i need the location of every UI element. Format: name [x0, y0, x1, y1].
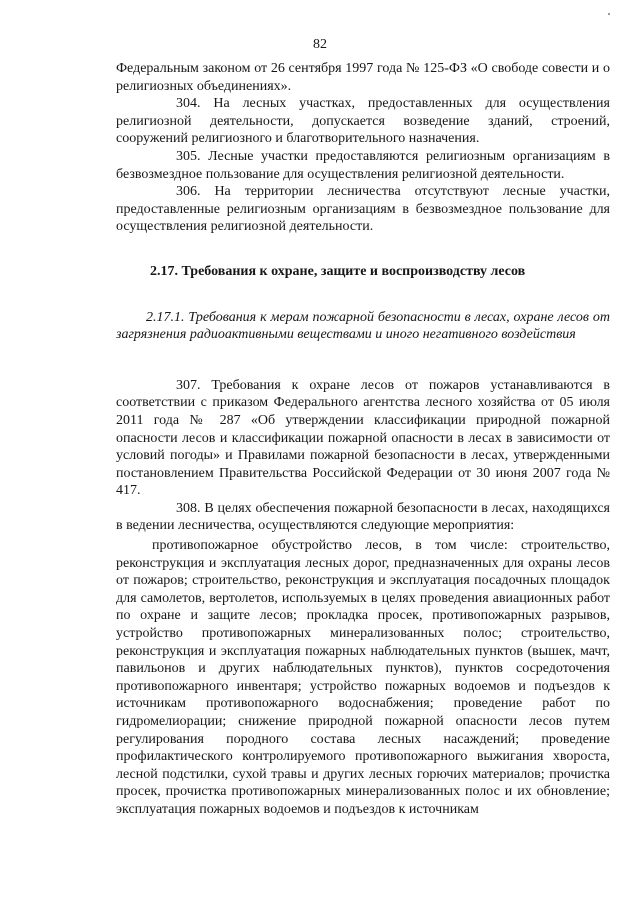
paragraph-number: 307.: [176, 377, 201, 393]
paragraph-text: В целях обеспечения пожарной безопасности в лесах, находящихся в ведении лесничества, осуществляются следующие мероприятия:: [116, 500, 610, 534]
paragraph-number: 305.: [176, 148, 201, 164]
paragraph-305: [116, 148, 610, 183]
paragraph-number: 304.: [176, 96, 201, 112]
paragraph-303-continuation: [116, 60, 610, 95]
scan-mark: [608, 13, 610, 15]
paragraph-308: [116, 500, 610, 535]
subsection-title: 2.17.1. Требования к мерам пожарной безопасности в лесах, охране лесов от загрязнения радиоактивными веществами и иного негативного воздействия: [116, 309, 610, 343]
paragraph-304: [116, 95, 610, 148]
paragraph-text: На лесных участках, предоставленных для осуществления религиозной деятельности, допускается возведение зданий, строений, сооружений религиозного и благотворительного назначения.: [116, 96, 610, 147]
paragraph-text: На территории лесничества отсутствуют лесные участки, предоставленные религиозным организациям в безвозмездное пользование для осуществления религиозной деятельности.: [116, 184, 610, 235]
paragraph-306: [116, 183, 610, 236]
paragraph-text: Лесные участки предоставляются религиозным организациям в безвозмездное пользование для осуществления религиозной деятельности.: [116, 148, 610, 182]
measures-paragraph: противопожарное обустройство лесов, в том числе: строительство, реконструкция и эксплуатация лесных дорог, предназначенных для охраны лесов от пожаров; строительство, реконструкция и эксплуатация посадочных площадок для самолетов, вертолетов, используемых в целях проведения авиационных работ по охране и защите лесов; прокладка просек, противопожарных разрывов, устройство противопожарных минерализованных полос; строительство, реконструкция и эксплуатация пожарных наблюдательных пунктов (вышек, мачт, павильонов и других наблюдательных пунктов), пунктов сосредоточения противопожарного инвентаря; устройство пожарных водоемов и подъездов к источникам противопожарного водоснабжения; проведение работ по гидромелиорации; снижение природной пожарной опасности лесов путем регулирования породного состава лесных насаждений; проведение профилактического контролируемого противопожарного выжигания хвороста, лесной подстилки, сухой травы и других лесных горючих материалов; прочистка просек, прочистка противопожарных минерализованных полос и их обновление; эксплуатация пожарных водоемов и подъездов к источникам: [116, 538, 610, 817]
paragraph-number: 308.: [176, 500, 201, 516]
paragraph-text: Требования к охране лесов от пожаров устанавливаются в соответствии с приказом Федерального агентства лесного хозяйства от 05 июля 2011 года № 287 «Об утверждении классификации природной пожарной опасности лесов и классификации пожарной опасности в лесах в зависимости от условий погоды» и Правилами пожарной безопасности в лесах, утвержденными постановлением Правительства Российской Федерации от 30 июня 2007 года № 417.: [116, 377, 610, 499]
page-number: 82: [313, 37, 327, 52]
paragraph-307: [116, 377, 610, 500]
page-content: [116, 60, 610, 819]
paragraph-number: 306.: [176, 184, 201, 200]
section-title: 2.17. Требования к охране, защите и воспроизводству лесов: [150, 263, 526, 279]
paragraph-text: Федеральным законом от 26 сентября 1997 года № 125-ФЗ «О свободе совести и о религиозных объединениях».: [116, 61, 610, 94]
